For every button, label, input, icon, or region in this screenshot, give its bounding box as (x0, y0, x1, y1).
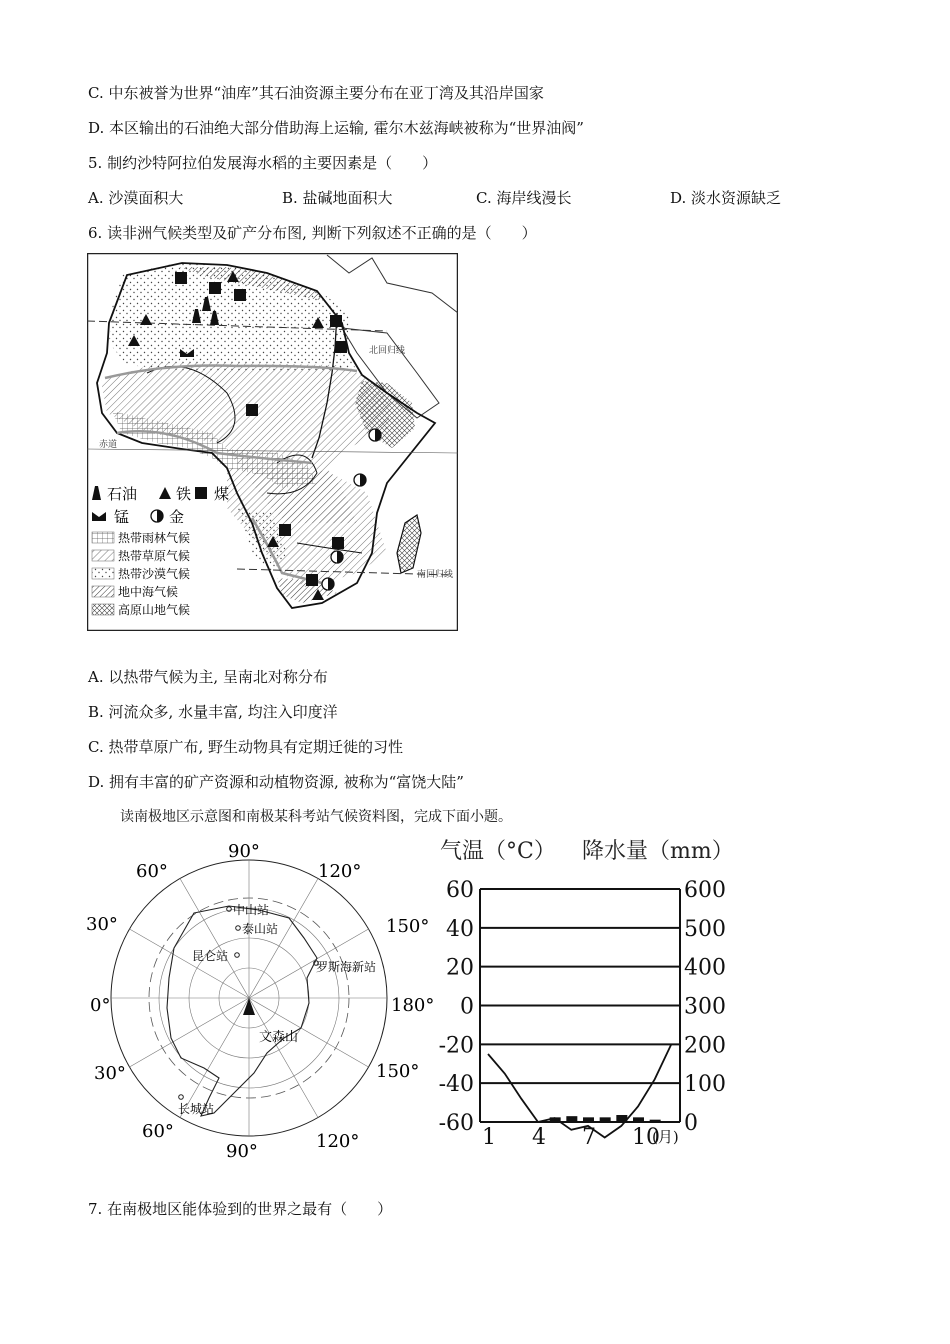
legend-oil: 石油 (107, 485, 138, 503)
africa-climate-mineral-map (87, 253, 458, 631)
x-unit-label: (月) (652, 1128, 679, 1146)
station-ross-sea: 罗斯海新站 (316, 960, 377, 974)
y-left-tick: -20 (438, 1033, 474, 1059)
tropic-cancer-label: 北回归线 (369, 346, 406, 356)
y-right-tick: 600 (684, 878, 726, 903)
q6-option-d: D. 拥有丰富的矿产资源和动植物资源, 被称为“富饶大陆” (88, 773, 464, 791)
q7-stem: 7. 在南极地区能体验到的世界之最有（ ） (88, 1200, 393, 1218)
precipitation-bar (650, 1120, 661, 1122)
y-right-tick: 400 (684, 955, 726, 981)
climate-chart (430, 832, 750, 1162)
y-left-tick: 20 (446, 955, 474, 981)
lon-label: 120° (318, 861, 362, 882)
equator-label: 赤道 (99, 440, 118, 450)
chart-title-left: 气温（°C） (440, 839, 556, 864)
coal-symbol (332, 537, 344, 549)
q4-option-c: C. 中东被誉为世界“油库”其石油资源主要分布在亚丁湾及其沿岸国家 (88, 84, 544, 102)
coal-symbol (279, 524, 291, 536)
y-left-tick: -60 (438, 1111, 474, 1136)
q5-option-b: B. 盐碱地面积大 (282, 189, 393, 207)
y-left-tick: 60 (446, 878, 474, 903)
lon-label-bottom: 90° (226, 1141, 258, 1162)
intro-text: 读南极地区示意图和南极某科考站气候资料图，完成下面小题。 (120, 809, 512, 825)
q6-option-b: B. 河流众多, 水量丰富, 均注入印度洋 (88, 703, 338, 721)
lon-label: 150° (376, 1061, 420, 1082)
coal-symbol (306, 574, 318, 586)
tropic-capricorn-label: 南回归线 (417, 570, 454, 580)
y-left-tick: 40 (446, 916, 474, 942)
y-right-tick: 0 (684, 1111, 698, 1136)
legend-savanna: 热带草原气候 (118, 549, 191, 563)
precipitation-bar (566, 1116, 577, 1122)
lon-label: 0° (90, 995, 111, 1016)
lon-label: 60° (142, 1121, 174, 1142)
coal-symbol (209, 282, 221, 294)
antarctic-polar-map (86, 835, 436, 1165)
x-tick-label: 4 (532, 1125, 546, 1150)
x-tick-label: 10 (632, 1125, 660, 1150)
coal-symbol (246, 404, 258, 416)
lon-label-top: 90° (228, 841, 260, 862)
precipitation-bar (600, 1117, 611, 1122)
q4-option-d: D. 本区输出的石油绝大部分借助海上运输, 霍尔木兹海峡被称为“世界油阀” (88, 119, 584, 137)
precipitation-bar (633, 1117, 644, 1122)
q6-option-c: C. 热带草原广布, 野生动物具有定期迁徙的习性 (88, 738, 404, 756)
y-right-tick: 300 (684, 994, 726, 1020)
y-right-tick: 200 (684, 1033, 726, 1059)
y-left-tick: 0 (460, 994, 474, 1020)
vinson-label: 文森山 (259, 1030, 299, 1045)
legend-manganese: 锰 (114, 508, 130, 526)
temperature-line (488, 1044, 671, 1137)
station-zhongshan: 中山站 (233, 903, 270, 917)
legend-desert: 热带沙漠气候 (118, 567, 191, 581)
lon-label: 120° (316, 1131, 360, 1152)
coal-symbol (234, 289, 246, 301)
q6-stem: 6. 读非洲气候类型及矿产分布图, 判断下列叙述不正确的是（ ） (88, 224, 537, 242)
precipitation-bar (583, 1117, 594, 1122)
lon-label: 30° (94, 1063, 126, 1084)
coal-symbol (175, 272, 187, 284)
q5-option-a: A. 沙漠面积大 (88, 189, 184, 207)
coal-symbol (330, 315, 342, 327)
lon-label: 60° (136, 861, 168, 882)
legend-highland: 高原山地气候 (118, 603, 191, 617)
q5-stem: 5. 制约沙特阿拉伯发展海水稻的主要因素是（ ） (88, 154, 438, 172)
y-left-tick: -40 (438, 1072, 474, 1098)
q6-option-a: A. 以热带气候为主, 呈南北对称分布 (88, 668, 328, 686)
y-right-tick: 500 (684, 916, 726, 942)
lon-label: 180° (391, 995, 435, 1016)
q5-option-c: C. 海岸线漫长 (476, 189, 572, 207)
coal-symbol (335, 341, 347, 353)
legend-mediterranean: 地中海气候 (118, 585, 179, 599)
y-right-tick: 100 (684, 1072, 726, 1098)
legend-gold: 金 (169, 508, 185, 526)
lon-label: 150° (386, 916, 430, 937)
q5-option-d: D. 淡水资源缺乏 (670, 189, 782, 207)
station-kunlun: 昆仑站 (192, 949, 229, 963)
chart-title-right: 降水量（mm） (582, 839, 734, 864)
legend-rainforest: 热带雨林气候 (118, 531, 191, 545)
x-tick-label: 1 (482, 1125, 496, 1150)
x-tick-label: 7 (582, 1125, 596, 1150)
legend-iron: 铁 (176, 485, 192, 503)
station-taishan: 泰山站 (242, 922, 279, 936)
legend-coal: 煤 (214, 485, 230, 503)
station-great-wall: 长城站 (178, 1102, 215, 1116)
lon-label: 30° (86, 914, 118, 935)
